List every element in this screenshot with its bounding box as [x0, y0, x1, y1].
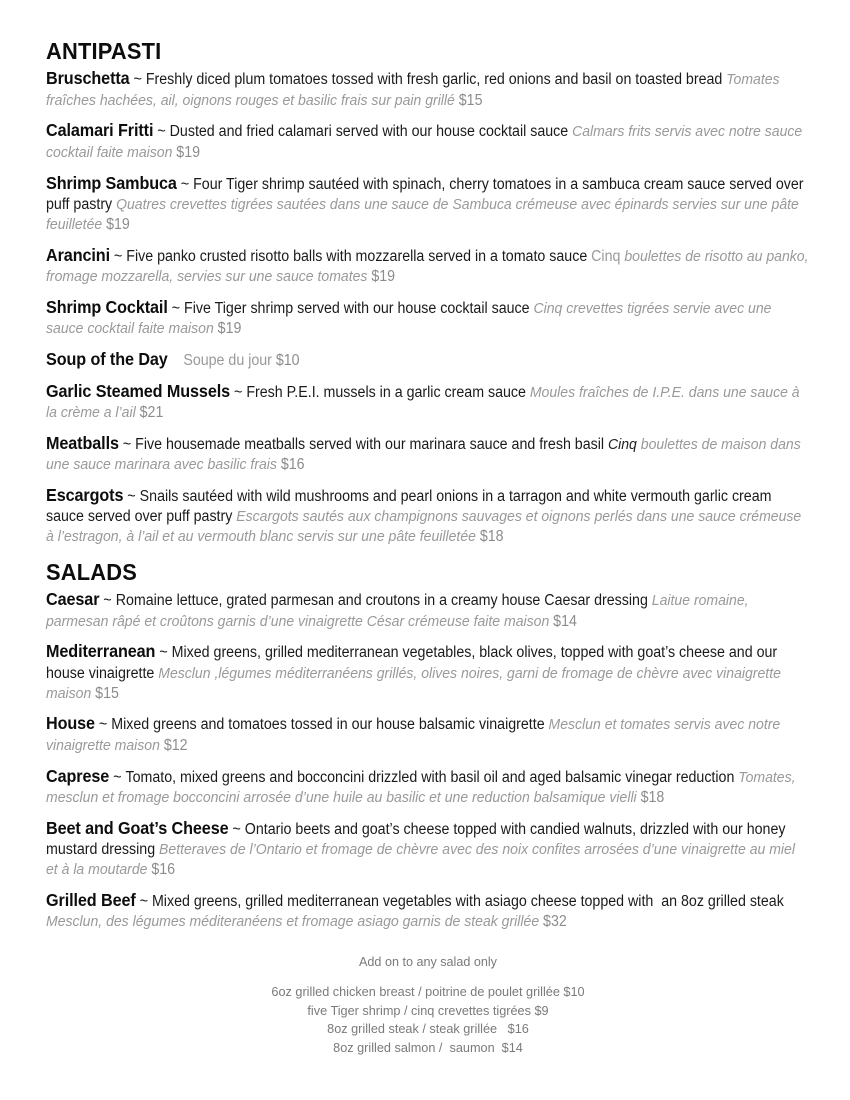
menu-item — [46, 712, 810, 755]
item-description-fr: boulettes de maison dans une sauce marinara avec basilic frais — [46, 435, 801, 474]
item-description-fr: Quatres crevettes tigrées sautées dans une sauce de Sambuca crémeuse avec épinards servies sur une pâte feuilletée — [46, 195, 799, 233]
item-description-en: Tomato, mixed greens and bocconcini drizzled with basil oil and aged balsamic vinegar reduction — [125, 768, 735, 786]
item-description-fr: Mesclun, des légumes méditeranéens et fromage asiago garnis de steak grillée — [46, 912, 540, 930]
item-separator: ~ — [122, 435, 132, 453]
item-description-fr: Tomates fraîches hachées, ail, oignons rouges et basilic frais sur pain grillé — [46, 71, 780, 109]
menu-item — [46, 172, 810, 235]
menu-item — [46, 640, 810, 703]
item-name: Meatballs — [46, 432, 119, 453]
addon-line: 6oz grilled chicken breast / poitrine de poulet grillée $10 — [271, 985, 585, 1000]
item-description-fr: Calmars frits servis avec notre sauce cocktail faite maison — [46, 123, 803, 161]
item-name: House — [46, 713, 95, 734]
item-price: $10 — [275, 351, 300, 369]
addon-line: 8oz grilled salmon / saumon $14 — [333, 1040, 523, 1055]
menu-item — [46, 296, 810, 339]
section-heading-salads: SALADS — [46, 559, 137, 585]
menu-item — [46, 765, 810, 808]
item-description-en: Snails sautéed with wild mushrooms and pearl onions in a tarragon and white vermouth garlic cream sauce served over puff pastry — [46, 487, 772, 526]
item-name: Shrimp Cocktail — [46, 296, 168, 317]
item-description-en: Freshly diced plum tomatoes tossed with fresh garlic, red onions and basil on toasted bread — [145, 71, 723, 89]
item-description-en: Four Tiger shrimp sautéed with spinach, cherry tomatoes in a sambuca cream sauce served over puff pastry — [46, 175, 804, 213]
item-description-fr: Laitue romaine, parmesan râpé et croûtons garnis d’une vinaigrette César crémeuse faite maison — [46, 592, 749, 630]
menu-item — [46, 588, 810, 631]
menu-item — [46, 817, 810, 880]
addon-line: five Tiger shrimp / cinq crevettes tigrées $9 — [307, 1003, 549, 1018]
item-price: $18 — [640, 788, 665, 806]
item-name: Calamari Fritti — [46, 120, 154, 141]
item-description-en: Mixed greens and tomatoes tossed in our house balsamic vinaigrette — [111, 716, 545, 734]
item-name: Mediterranean — [46, 641, 156, 662]
menu-item — [46, 348, 810, 371]
menu-item — [46, 484, 810, 547]
item-description-fr: Mesclun et tomates servis avec notre vinaigrette maison — [46, 716, 781, 754]
item-description-fr: Tomates, mesclun et fromage bocconcini arrosée d’une huile au basilic et une reduction balsamique vielli — [46, 768, 796, 806]
item-separator: ~ — [157, 123, 166, 141]
item-separator: ~ — [180, 175, 190, 193]
item-price: $16 — [151, 860, 176, 878]
item-name: Shrimp Sambuca — [46, 172, 177, 193]
item-description-fr-lead: Soupe du jour — [183, 351, 272, 369]
menu-item — [46, 432, 810, 475]
item-name: Arancini — [46, 244, 110, 265]
item-separator: ~ — [159, 644, 168, 662]
item-description-en: Mixed greens, grilled mediterranean vegetables with asiago cheese topped with an 8oz grilled steak — [151, 892, 784, 910]
item-separator: ~ — [133, 71, 142, 89]
item-separator: ~ — [139, 892, 149, 910]
item-description-en: Five Tiger shrimp served with our house cocktail sauce — [184, 299, 530, 317]
item-description-en: Dusted and fried calamari served with our house cocktail sauce — [169, 123, 569, 141]
item-description-fr: Moules fraîches de I.P.E. dans une sauce à la crème a l’ail — [46, 383, 800, 421]
item-description-fr: Escargots sautés aux champignons sauvages et oignons perlés dans une sauce crémeuse à l’estragon, à l’ail et au vermouth blanc servis sur une pâte feuilletée — [46, 508, 802, 546]
item-price: $15 — [95, 684, 119, 702]
item-price: $19 — [217, 319, 242, 337]
item-separator: ~ — [98, 716, 108, 734]
item-separator: ~ — [113, 768, 122, 786]
item-description-en: Romaine lettuce, grated parmesan and croutons in a creamy house Caesar dressing — [115, 592, 648, 610]
item-description-en: Mixed greens, grilled mediterranean vegetables, black olives, topped with goat’s cheese and our house vinaigrette — [46, 644, 778, 682]
item-description-fr-lead: Cinq — [591, 247, 621, 265]
item-description-fr-lead: Cinq — [607, 435, 637, 453]
item-description-fr: Mesclun ,légumes méditerranéens grillés, olives noires, garni de fromage de chèvre avec vinaigrette maison — [46, 664, 781, 702]
item-price: $12 — [163, 736, 188, 754]
addon-line: 8oz grilled steak / steak grillée $16 — [327, 1022, 529, 1037]
item-price: $19 — [176, 143, 201, 161]
item-separator: ~ — [232, 820, 241, 838]
addons-title: Add on to any salad only — [359, 954, 497, 969]
item-separator: ~ — [171, 299, 181, 317]
menu-item — [46, 380, 810, 423]
item-description-en: Fresh P.E.I. mussels in a garlic cream sauce — [246, 383, 526, 401]
item-separator: ~ — [127, 487, 136, 505]
menu-item — [46, 67, 810, 110]
item-name: Caesar — [46, 589, 100, 610]
item-price: $32 — [543, 912, 567, 930]
item-price: $19 — [371, 267, 396, 285]
item-price: $16 — [280, 456, 305, 474]
item-name: Soup of the Day — [46, 348, 168, 369]
item-description-en: Five housemade meatballs served with our marinara sauce and fresh basil — [135, 435, 605, 453]
menu-item — [46, 244, 810, 287]
item-name: Beet and Goat’s Cheese — [46, 817, 229, 838]
item-name: Escargots — [46, 484, 124, 505]
item-description-fr: Betteraves de l’Ontario et fromage de chèvre avec des noix confites arrosées d’une vinaigrette au miel et à la moutarde — [46, 840, 795, 878]
item-description-fr: Cinq crevettes tigrées servie avec une sauce cocktail faite maison — [46, 299, 772, 337]
item-name: Caprese — [46, 765, 110, 786]
item-separator: ~ — [103, 592, 112, 610]
item-separator: ~ — [113, 247, 123, 265]
section-heading-antipasti: ANTIPASTI — [46, 38, 162, 64]
item-name: Bruschetta — [46, 68, 130, 89]
item-name: Garlic Steamed Mussels — [46, 380, 231, 401]
menu-item — [46, 119, 810, 162]
item-separator: ~ — [233, 383, 243, 401]
menu-item — [46, 889, 810, 932]
item-description-en: Ontario beets and goat’s cheese topped with candied walnuts, drizzled with our honey mustard dressing — [46, 820, 786, 858]
salad-addons-block — [46, 954, 810, 1057]
item-name: Grilled Beef — [46, 889, 136, 910]
item-price: $19 — [106, 215, 130, 233]
item-price: $21 — [139, 403, 164, 421]
item-description-fr: boulettes de risotto au panko, fromage mozzarella, servies sur une sauce tomates — [46, 247, 809, 285]
item-price: $15 — [458, 91, 483, 109]
item-price: $14 — [553, 612, 577, 630]
item-price: $18 — [479, 528, 504, 546]
item-description-en: Five panko crusted risotto balls with mozzarella served in a tomato sauce — [126, 247, 588, 265]
